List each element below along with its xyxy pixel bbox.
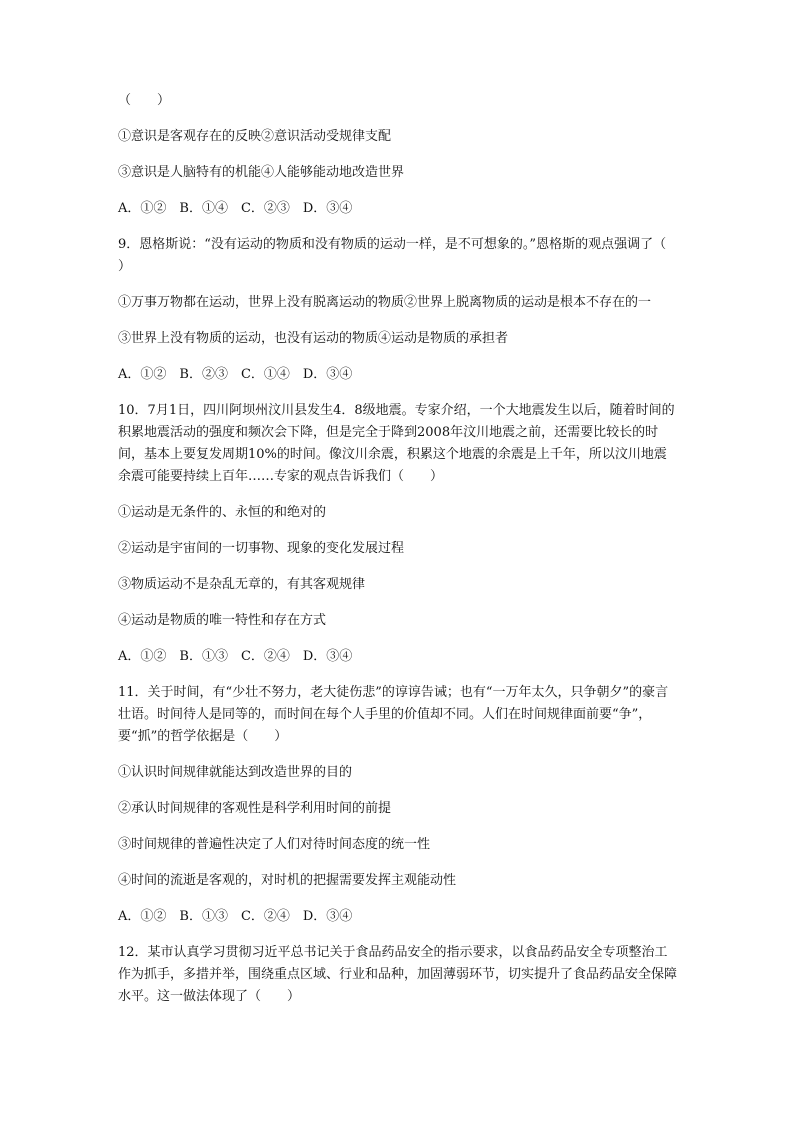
option-line: ②承认时间规律的客观性是科学利用时间的前提 (118, 801, 392, 816)
option-line: ③世界上没有物质的运动，也没有运动的物质④运动是物质的承担者 (118, 331, 509, 346)
option-line: ①万事万物都在运动，世界上没有脱离运动的物质②世界上脱离物质的运动是根本不存在的一 (118, 295, 652, 310)
question-9: 9．恩格斯说：“没有运动的物质和没有物质的运动一样，是不可想象的。”恩格斯的观点强调了（ ） (118, 237, 693, 274)
choice-line: A．①② B．①③ C．②④ D．③④ (118, 649, 353, 664)
document-page (118, 90, 693, 1008)
choice-line: A．①② B．①④ C．②③ D．③④ (118, 201, 353, 216)
option-line: ①认识时间规律就能达到改造世界的目的 (118, 765, 353, 780)
question-10: 10．7月1日，四川阿坝州汶川县发生4．8级地震。专家介绍，一个大地震发生以后，随着时间的积累地震活动的强度和频次会下降，但是完全于降到2008年汶川地震之前，还需要比较长的时间，基本上要复发周期10%的时间。像汶川余震，积累这个地震的余震是上千年，所以汶川地震余震可能要持续上百年……专家的观点告诉我们（ ） (118, 403, 675, 484)
option-line: ④时间的流逝是客观的，对时机的把握需要发挥主观能动性 (118, 873, 457, 888)
question-11: 11．关于时间，有“少壮不努力，老大徒伤悲”的谆谆告诫；也有“一万年太久，只争朝夕”的豪言壮语。时间待人是同等的，而时间在每个人手里的价值却不同。人们在时间规律面前要“争”，要“抓”的哲学依据是（ ） (118, 685, 669, 744)
option-line: ④运动是物质的唯一特性和存在方式 (118, 613, 327, 628)
option-line: ③物质运动不是杂乱无章的，有其客观规律 (118, 577, 366, 592)
option-line: ①意识是客观存在的反映②意识活动受规律支配 (118, 129, 392, 144)
option-line: ③意识是人脑特有的机能④人能够能动地改造世界 (118, 165, 405, 180)
choice-line: A．①② B．②③ C．①④ D．③④ (118, 367, 353, 382)
option-line: ①运动是无条件的、永恒的和绝对的 (118, 505, 327, 520)
choice-line: A．①② B．①③ C．②④ D．③④ (118, 909, 353, 924)
answer-bracket: （ ） (118, 93, 171, 108)
question-12: 12．某市认真学习贯彻习近平总书记关于食品药品安全的指示要求，以食品药品安全专项整治工作为抓手，多措并举，围绕重点区域、行业和品种，加固薄弱环节，切实提升了食品药品安全保障水平。这一做法体现了（ ） (118, 945, 678, 1004)
option-line: ③时间规律的普遍性决定了人们对待时间态度的统一性 (118, 837, 431, 852)
option-line: ②运动是宇宙间的一切事物、现象的变化发展过程 (118, 541, 405, 556)
